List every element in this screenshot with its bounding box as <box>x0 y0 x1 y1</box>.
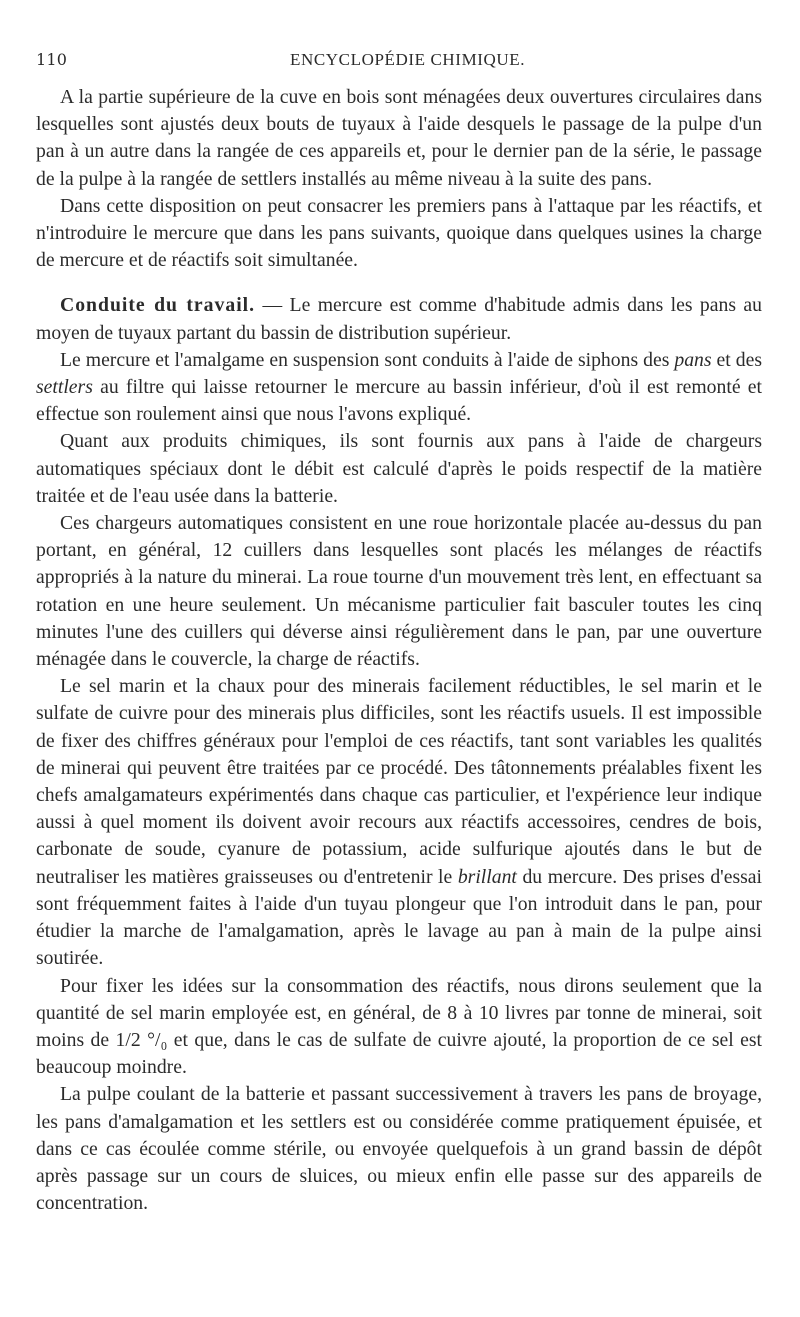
paragraph-text: du mercure. Des prises d'essai sont fréquemment faites à l'aide d'un tuyau plongeur que l'on introduit dans le pan, pour étudier la marche de l'amalgamation, après le lavage au pan à main de la pulpe ainsi soutirée. <box>36 865 762 970</box>
italic-term: settlers <box>36 376 93 399</box>
paragraph <box>36 84 762 193</box>
section-title: Conduite du travail. <box>60 294 256 317</box>
paragraph-text: Dans cette disposition on peut consacrer les premiers pans à l'attaque par les réactifs, et n'introduire le mercure que dans les pans suivants, quoique dans quelques usines la charge de mercure et de réactifs soit simultanée. <box>36 194 762 272</box>
paragraph <box>36 193 762 275</box>
paragraph-text: A la partie supérieure de la cuve en bois sont ménagées deux ouvertures circulaires dans lesquelles sont ajustés deux bouts de tuyaux à l'aide desquels le passage de la pulpe d'un pan à un autre dans la rangée de ces appareils et, pour le dernier pan de la série, le passage de la pulpe à la rangée de settlers installés au même niveau à la suite des pans. <box>36 86 762 190</box>
paragraph-text: Pour fixer les idées sur la consommation des réactifs, nous dirons seulement que la quantité de sel marin employée est, en général, de 8 à 10 livres par tonne de minerai, soit moins de 1/2 °/₀ et que, dans le cas de sulfate de cuivre ajouté, la proportion de ce sel est beaucoup moindre. <box>36 974 762 1079</box>
paragraph-text: Le mercure et l'amalgame en suspension sont conduits à l'aide de siphons des <box>60 348 675 371</box>
paragraph-text: — Le mercure est comme d'habitude admis dans les pans au moyen de tuyaux partant du bassin de distribution supérieur. <box>36 294 763 344</box>
paragraph-text: Quant aux produits chimiques, ils sont fournis aux pans à l'aide de chargeurs automatiques spéciaux dont le débit est calculé d'après le poids respectif de la matière traitée et de l'eau usée dans la batterie. <box>36 430 762 507</box>
page-body <box>36 84 762 1217</box>
paragraph <box>36 510 762 673</box>
paragraph <box>36 973 762 1082</box>
paragraph-text: Le sel marin et la chaux pour des minerais facilement réductibles, le sel marin et le sulfate de cuivre pour des minerais plus difficiles, sont les réactifs usuels. Il est impossible de fixer des chiffres généraux pour l'emploi de ces réactifs, tant sont variables les qualités de minerai qui peuvent être traitées par ce procédé. Des tâtonnements préalables fixent les chefs amalgamateurs expérimentés dans chaque cas particulier, et l'expérience leur indique aussi à quel moment ils doivent avoir recours aux réactifs accessoires, cendres de bois, carbonate de soude, cyanure de potassium, acide sulfurique ajoutés dans le but de neutraliser les matières graisseuses ou d'entretenir le <box>36 675 762 888</box>
paragraph-text: Ces chargeurs automatiques consistent en une roue horizontale placée au-dessus du pan portant, en général, 12 cuillers dans lesquelles sont placés les mélanges de réactifs appropriés à la nature du minerai. La roue tourne d'un mouvement très lent, en effectuant sa rotation en une heure seulement. Un mécanisme particulier fait basculer toutes les cinq minutes l'une des cuillers qui déverse ainsi régulièrement dans le pan, par une ouverture ménagée dans le couvercle, la charge de réactifs. <box>36 512 762 671</box>
italic-term: brillant <box>457 865 517 888</box>
paragraph-text: et des <box>711 348 763 371</box>
page-number: 110 <box>36 50 68 69</box>
book-page <box>36 50 762 1217</box>
italic-term: pans <box>674 348 712 371</box>
paragraph <box>36 428 762 510</box>
paragraph-text: au filtre qui laisse retourner le mercure au bassin inférieur, d'où il est remonté et effectue son roulement ainsi que nous l'avons expliqué. <box>36 376 762 426</box>
paragraph-text: La pulpe coulant de la batterie et passant successivement à travers les pans de broyage, les pans d'amalgamation et les settlers est ou considérée comme pratiquement épuisée, et dans ce cas écoulée comme stérile, ou envoyée quelquefois à un grand bassin de dépôt après passage sur un cours de sluices, ou mieux enfin elle passe sur des appareils de concentration. <box>36 1083 762 1215</box>
page-header <box>36 50 762 76</box>
running-title: ENCYCLOPÉDIE CHIMIQUE. <box>290 50 526 69</box>
section-paragraph <box>36 292 762 346</box>
paragraph <box>36 347 762 429</box>
paragraph <box>36 673 762 972</box>
paragraph <box>36 1081 762 1217</box>
